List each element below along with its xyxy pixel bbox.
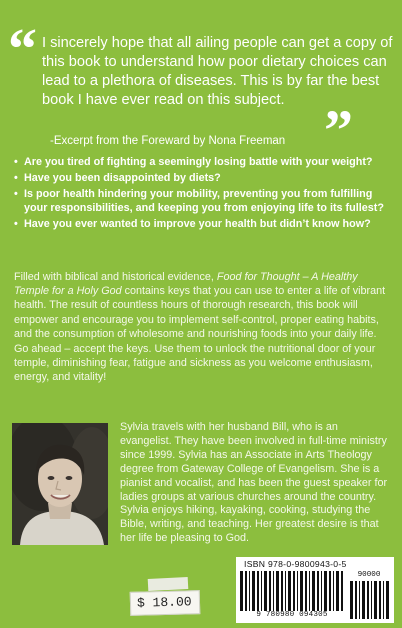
isbn-barcode: [236, 557, 394, 623]
question-list: [14, 155, 392, 232]
author-photo: [12, 423, 108, 545]
barcode-digits: 9 780980 094305: [256, 611, 328, 619]
bullet-icon: •: [14, 171, 18, 184]
quote-text: I sincerely hope that all ailing people can get a copy of this book to understand how poor dietary choices can lead to a plethora of diseases. This is by far the best book I have ever read on this subject.: [42, 35, 393, 108]
bullet-icon: •: [14, 217, 18, 230]
barcode-addon-bars: [350, 581, 390, 619]
close-quote-mark: ”: [324, 98, 353, 163]
quote-attribution: -Excerpt from the Foreward by Nona Freeman: [50, 135, 286, 147]
barcode-bars: [240, 571, 344, 611]
question-item: • Have you ever wanted to improve your health but didn’t know how?: [14, 217, 371, 230]
question-item: • Is poor health hindering your mobility, preventing you from fulfilling your responsibilities, and keeping you from enjoying life to its fullest?: [14, 187, 384, 214]
price-text: $ 18.00: [136, 594, 192, 611]
open-quote-mark: “: [8, 16, 37, 81]
description-paragraph: Filled with biblical and historical evidence, Food for Thought – A Healthy Temple for a Holy God contains keys that you can use to enter a life of vibrant health. The result of countless hours of thorough research, this book will empower and encourage you to implement self-control, proper eating habits, and the consumption of wholesome and nourishing foods into your daily life.: [14, 271, 386, 340]
author-bio: Sylvia travels with her husband Bill, who is an evangelist. They have been involved in full-time ministry since 1999. Sylvia has an Associate in Arts Theology degree from Gateway College of Evangelism. She is a pianist and vocalist, and has been the guest speaker for ladies groups at various churches around the country. Sylvia enjoys hiking, kayaking, cooking, studying the Bible, writing, and teaching. Her greatest desire is that her life be pleasing to God.: [120, 421, 388, 545]
torn-sticker: [148, 577, 189, 591]
question-item: • Have you been disappointed by diets?: [14, 171, 221, 184]
call-to-action-paragraph: Go ahead – accept the keys. Use them to unlock the nutritional door of your temple, diminishing fear, fatigue and sickness as you welcome enthusiasm, energy, and vitality!: [14, 343, 376, 384]
price-sticker: [130, 590, 201, 616]
book-title: Food for Thought – A Healthy Temple for a Holy God: [14, 271, 358, 298]
bullet-icon: •: [14, 156, 18, 168]
bullet-icon: •: [14, 187, 18, 200]
barcode-addon-digits: 90000: [357, 571, 381, 579]
isbn-label: ISBN 978-0-9800943-0-5: [244, 559, 347, 569]
question-item: • Are you tired of fighting a seemingly losing battle with your weight?: [14, 156, 373, 168]
